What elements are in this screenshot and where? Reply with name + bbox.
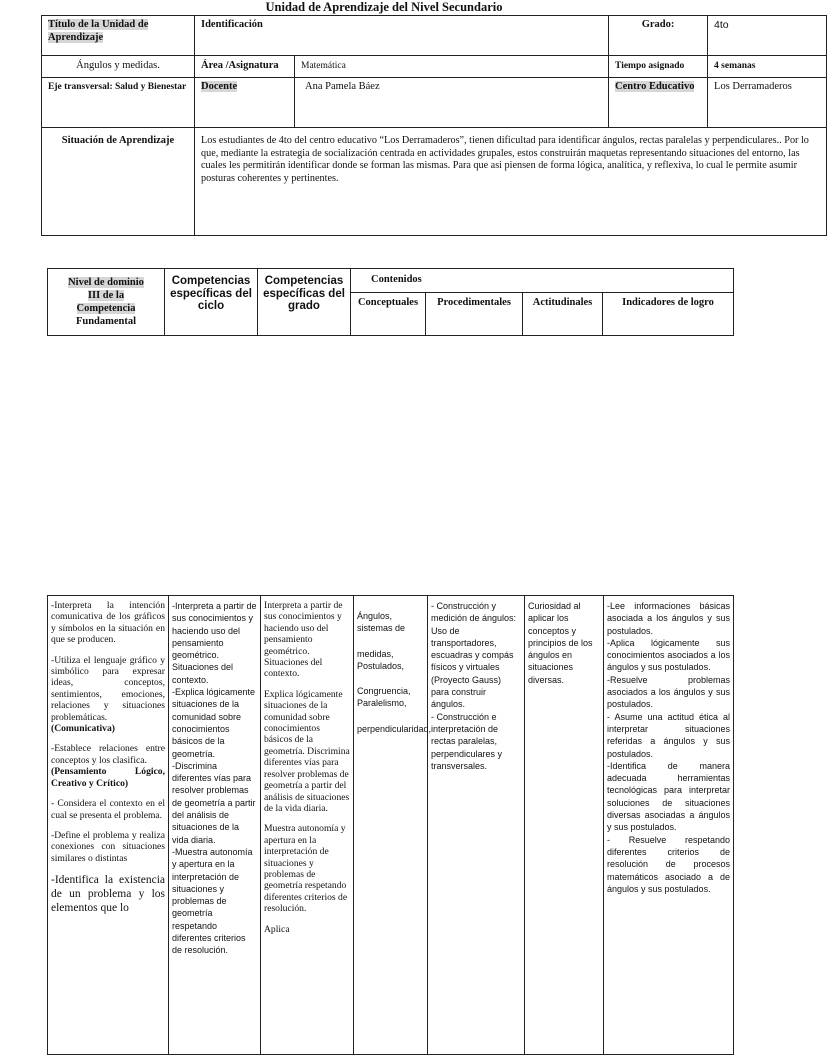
indicador-item: -Identifica de manera adecuada herramientas tecnológicas para interpretar soluciones de situaciones diversas asociadas a ángulos y sus postulados.: [607, 760, 730, 833]
docente-label: Docente: [201, 81, 238, 92]
nivel-line3: Competencia: [76, 303, 136, 314]
indicadores-cell: [604, 596, 734, 1055]
grado-label: Grado:: [609, 16, 708, 56]
docente-label-cell: [195, 78, 295, 128]
procedimental-item: - Construcción e interpretación de rectas paralelas, perpendiculares y transversales.: [431, 711, 503, 771]
nivel-item: - Considera el contexto en el cual se presenta el problema.: [51, 798, 165, 821]
nivel-line4: Fundamental: [75, 316, 137, 327]
indicador-item: -Aplica lógicamente sus conocimientos asociados a los ángulos y sus postulados.: [607, 637, 730, 673]
nivel-item: -Interpreta la intención comunicativa de los gráficos y símbolos en la situación en que se producen.: [51, 600, 165, 646]
nivel-competence: (Pensamiento Lógico, Creativo y Crítico): [51, 766, 165, 789]
area-label: Área /Asignatura: [195, 56, 295, 78]
nivel-item: -Establece relaciones entre conceptos y los clasifica.: [51, 743, 165, 766]
ciclo-item: Situaciones del contexto.: [172, 662, 234, 685]
titulo-label: Título de la Unidad de Aprendizaje: [48, 19, 149, 43]
procedimental-item: - Construcción y medición de ángulos: Uso de transportadores, escuadras y compás físicos y virtuales (Proyecto Gauss) para construir ángulos.: [431, 601, 517, 710]
nivel-header: [48, 269, 165, 336]
comp-grado-header: Competencias específicas del grado: [258, 269, 351, 336]
nivel-item: -Identifica la existencia de un problema y los elementos que lo: [51, 874, 165, 915]
eje-label: Eje transversal: Salud y Bienestar: [42, 78, 195, 128]
grado-item: Muestra autonomía y apertura en la interpretación de situaciones y problemas de geometría respetando diferentes criterios de resolución.: [264, 823, 348, 915]
actitudinales-cell: [525, 596, 604, 1055]
grado-item: Interpreta a partir de sus conocimientos y haciendo uso del pensamiento geométrico. Situaciones del contexto.: [264, 600, 343, 680]
centro-value: Los Derramaderos: [708, 78, 827, 128]
grado-item: Explica lógicamente situaciones de la comunidad sobre conocimientos básicos de la geometría. Discrimina diferentes vías para resolver problemas de geometría a partir del análisis de situaciones de la vida diaria.: [264, 688, 350, 814]
conceptual-item: perpendicularidad,: [357, 723, 432, 734]
ciclo-item: -Muestra autonomía y apertura en la interpretación de situaciones y problemas de geometría respetando diferentes criterios de resolución.: [172, 846, 253, 956]
procedimentales-cell: [428, 596, 525, 1055]
procedimentales-header: Procedimentales: [426, 293, 523, 336]
nivel-item: -Utiliza el lenguaje gráfico y simbólico para expresar ideas, conceptos, sentimientos, emociones, relaciones y situaciones problemáticas.: [51, 654, 165, 723]
ciclo-item: -Discrimina diferentes vías para resolver problemas de geometría a partir del análisis de situaciones de la vida diaria.: [172, 760, 256, 845]
conceptuales-cell: [354, 596, 432, 1055]
titulo-label-cell: [42, 16, 195, 56]
indicador-item: -Lee informaciones básicas asociada a los ángulos y sus postulados.: [607, 601, 730, 636]
docente-value: Ana Pamela Báez: [295, 78, 609, 128]
ciclo-item: -Interpreta a partir de sus conocimientos y haciendo uso del pensamiento geométrico.: [172, 601, 257, 661]
contenidos-header: Contenidos: [351, 269, 734, 293]
nivel-line2: III de la: [87, 290, 125, 301]
nivel-cell: [48, 596, 169, 1055]
conceptual-item: Ángulos, sistemas de: [357, 611, 406, 634]
identificacion-label: Identificación: [195, 16, 609, 56]
nivel-competence: (Comunicativa): [51, 723, 115, 735]
indicador-item: -Resuelve problemas asociados a los ángulos y sus postulados.: [607, 674, 730, 710]
ciclo-cell: [169, 596, 261, 1055]
comp-ciclo-header: Competencias específicas del ciclo: [165, 269, 258, 336]
columns-header-table: [47, 268, 734, 336]
centro-label-cell: [609, 78, 708, 128]
tiempo-value: 4 semanas: [708, 56, 827, 78]
actitudinal-item: Curiosidad al aplicar los conceptos y principios de los ángulos en situaciones diversas.: [528, 601, 593, 685]
situacion-label: Situación de Aprendizaje: [42, 128, 195, 236]
tiempo-label: Tiempo asignado: [609, 56, 708, 78]
grado-cell: [261, 596, 354, 1055]
grado-item: Aplica: [264, 923, 290, 935]
identification-table: [41, 15, 827, 236]
conceptual-item: Congruencia, Paralelismo,: [357, 686, 411, 709]
nivel-item: -Define el problema y realiza conexiones con situaciones similares o distintas: [51, 829, 165, 864]
indicadores-header: Indicadores de logro: [603, 293, 734, 336]
nivel-line1: Nivel de dominio: [68, 277, 144, 288]
area-value: Matemática: [295, 56, 609, 78]
indicador-item: - Resuelve respetando diferentes criterios de resolución de procesos matemáticos asociado a de ángulos y sus postulados.: [607, 834, 730, 894]
content-table: [47, 595, 734, 1055]
indicador-item: - Asume una actitud ética al interpretar situaciones referidas a ángulos y sus postulados.: [607, 711, 730, 759]
titulo-value: Ángulos y medidas.: [42, 56, 195, 78]
conceptuales-header: Conceptuales: [351, 293, 426, 336]
ciclo-item: -Explica lógicamente situaciones de la comunidad sobre conocimientos básicos de la geometría.: [172, 687, 256, 759]
centro-label: Centro Educativo: [615, 81, 695, 92]
document-title: Unidad de Aprendizaje del Nivel Secundario: [265, 0, 503, 14]
actitudinales-header: Actitudinales: [523, 293, 603, 336]
situacion-text: Los estudiantes de 4to del centro educativo “Los Derramaderos”, tienen dificultad para identificar ángulos, rectas paralelas y perpendiculares.. Por lo que, mediante la estrategia de socialización centrada en actividades grupales, estos construirán maquetas representando situaciones del entorno, las cuales les permitirán identificar donde se forman las mismas. Para que asi piensen de forma lógica, analítica, y reflexiva, lo cual le permite asumir posturas coherentes y pertinentes.: [195, 128, 827, 236]
grado-value: 4to: [708, 16, 827, 56]
conceptual-item: medidas, Postulados,: [357, 648, 405, 671]
